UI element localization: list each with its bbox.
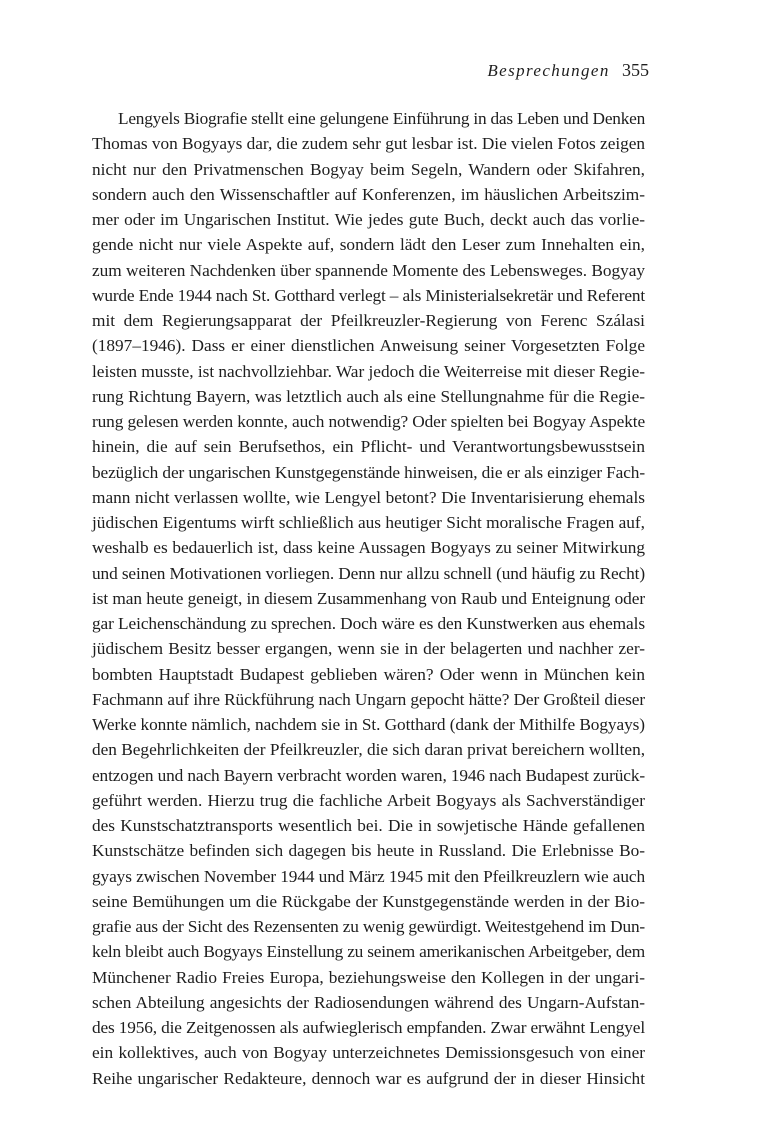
text-line: gyays zwischen November 1944 und März 1945 mit den Pfeilkreuzlern wie auch [92,866,646,886]
text-line: Lengyels Biografie stellt eine gelungene Einführung in das Leben und Denken [118,109,645,128]
text-line: Werke konnte nämlich, nachdem sie in St. Gotthard (dank der Mithilfe Bogyays) [92,715,645,734]
text-line: seine Bemühungen um die Rückgabe der Kunstgegenstände werden in der Bio- [92,891,645,911]
text-line: Reihe ungarischer Redakteure, dennoch war es aufgrund der in dieser Hinsicht [92,1068,645,1088]
text-line: jüdischem Besitz besser ergangen, wenn sie in der belagerten und nachher zer- [92,639,645,659]
text-line: den Begehrlichkeiten der Pfeilkreuzler, die sich daran privat bereichern wollten, [92,740,646,760]
text-line: hinein, die auf sein Berufsethos, ein Pflicht- und Verantwortungsbewusstsein [92,437,645,457]
text-line: bombten Hauptstadt Budapest geblieben wären? Oder wenn in München kein [92,664,645,684]
text-line: mer oder im Ungarischen Institut. Wie jedes gute Buch, deckt auch das vorlie- [92,210,645,229]
text-line: gar Leichenschändung zu sprechen. Doch wäre es den Kunstwerken aus ehemals [92,614,645,633]
text-line: (1897–1946). Dass er einer dienstlichen Anweisung seiner Vorgesetzten Folge [92,336,645,356]
text-line: leisten musste, ist nachvollziehbar. War jedoch die Weiterreise mit dieser Regie- [92,361,645,381]
text-line: mann nicht verlassen wollte, wie Lengyel betont? Die Inventarisierung ehemals [92,487,645,507]
text-line: sondern auch den Wissenschaftler auf Konferenzen, im häuslichen Arbeitszim- [92,184,645,204]
running-header [487,59,649,82]
text-line: gende nicht nur viele Aspekte auf, sondern lädt den Leser zum Innehalten ein, [92,235,645,255]
text-line: Thomas von Bogyays dar, die zudem sehr gut lesbar ist. Die vielen Fotos zeigen [92,134,646,154]
text-line: ist man heute geneigt, in diesem Zusammenhang von Raub und Enteignung oder [92,588,646,608]
text-line: schen Abteilung angesichts der Radiosendungen während des Ungarn-Aufstan- [92,992,645,1012]
text-line: rung Richtung Bayern, was letztlich auch als eine Stellungnahme für die Regie- [92,386,645,406]
text-line: keln bleibt auch Bogyays Einstellung zu seinem amerikanischen Arbeitgeber, dem [92,942,646,962]
text-line: Fachmann auf ihre Rückführung nach Ungarn gepocht hätte? Der Großteil dieser [92,689,646,709]
text-line: und seinen Motivationen vorliegen. Denn nur allzu schnell (und häufig zu Recht) [92,563,645,583]
text-line: des Kunstschatztransports wesentlich bei. Die in sowjetische Hände gefallenen [92,816,645,835]
text-line: mit dem Regierungsapparat der Pfeilkreuzler-Regierung von Ferenc Szálasi [92,311,645,330]
page-number: 355 [622,60,649,80]
text-line: wurde Ende 1944 nach St. Gotthard verlegt – als Ministerialsekretär und Referent [92,285,645,305]
text-line: Kunstschätze befinden sich dagegen bis heute in Russland. Die Erlebnisse Bo- [92,841,645,861]
text-line: weshalb es bedauerlich ist, dass keine Aussagen Bogyays zu seiner Mitwirkung [92,538,645,558]
text-line: rung gelesen werden konnte, auch notwendig? Oder spielten bei Bogyay Aspekte [92,412,646,431]
text-line: geführt werden. Hierzu trug die fachliche Arbeit Bogyays als Sachverständiger [92,790,645,810]
text-line: grafie aus der Sicht des Rezensenten zu wenig gewürdigt. Weitestgehend im Dun- [92,917,645,936]
text-line: ein kollektives, auch von Bogyay unterzeichnetes Demissionsgesuch von einer [92,1043,645,1063]
body-paragraph [92,106,645,1091]
text-line: bezüglich der ungarischen Kunstgegenstände hinweisen, die er als einziger Fach- [92,462,645,482]
text-line: jüdischen Eigentums wirft schließlich aus heutiger Sicht moralische Fragen auf, [92,513,645,532]
text-line: zum weiteren Nachdenken über spannende Momente des Lebensweges. Bogyay [92,260,645,280]
text-line: Münchener Radio Freies Europa, beziehungsweise den Kollegen in der ungari- [92,967,645,987]
text-line: nicht nur den Privatmenschen Bogyay beim Segeln, Wandern oder Skifahren, [92,159,645,179]
text-line: des 1956, die Zeitgenossen als aufwieglerisch empfanden. Zwar erwähnt Lengyel [92,1018,645,1037]
section-title: Besprechungen [487,61,610,80]
text-line: entzogen und nach Bayern verbracht worden waren, 1946 nach Budapest zurück- [92,765,645,785]
